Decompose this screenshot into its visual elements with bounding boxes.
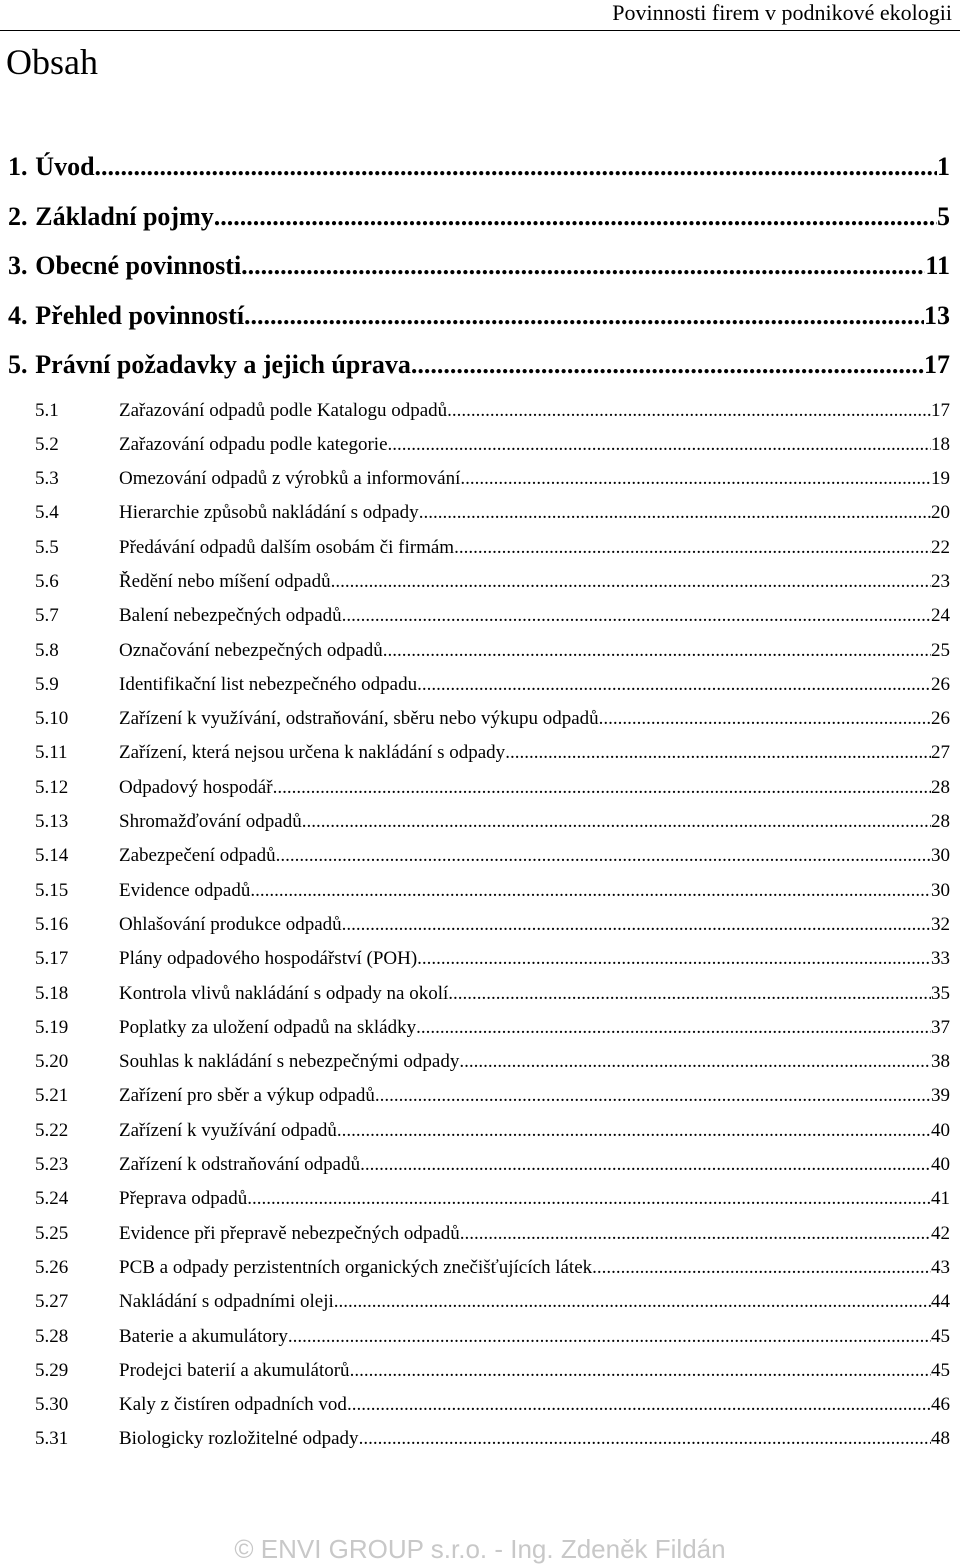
dot-leader <box>454 537 931 559</box>
toc-entry-number: 1. <box>8 152 28 181</box>
toc-entry-section[interactable] <box>8 914 950 948</box>
toc-entry-section[interactable] <box>8 537 950 571</box>
toc-entry-number: 5.20 <box>35 1051 69 1073</box>
toc-entry-number: 5.29 <box>35 1359 69 1381</box>
dot-leader <box>273 777 931 799</box>
toc-entry-section[interactable] <box>8 434 950 468</box>
toc-entry-section[interactable] <box>8 640 950 674</box>
dot-leader <box>331 571 931 593</box>
toc-entry-page: 33 <box>931 948 950 970</box>
toc-entry-number: 5.15 <box>35 879 69 901</box>
toc-entry-title: Balení nebezpečných odpadů <box>119 605 342 627</box>
toc-entry-number: 3. <box>8 251 28 280</box>
dot-leader <box>417 674 931 696</box>
toc-entry-number: 5.8 <box>35 639 59 661</box>
toc-entry-title: Právní požadavky a jejich úprava <box>35 350 411 379</box>
footer-copyright: © ENVI GROUP s.r.o. - Ing. Zdeněk Fildán <box>234 1534 726 1564</box>
toc-entry-number: 5.31 <box>35 1428 69 1450</box>
toc-entry-title: Označování nebezpečných odpadů <box>119 639 383 661</box>
toc-entry-title: Odpadový hospodář <box>119 776 273 798</box>
toc-entry-page: 35 <box>931 982 950 1004</box>
dot-leader <box>347 1394 931 1416</box>
toc-entry-section[interactable] <box>8 880 950 914</box>
toc-entry-page: 41 <box>931 1188 950 1210</box>
toc-entry-page: 40 <box>931 1154 950 1176</box>
dot-leader <box>342 605 931 627</box>
toc-entry-number: 5.16 <box>35 913 69 935</box>
toc-entry-title: Zařízení pro sběr a výkup odpadů <box>119 1085 375 1107</box>
toc-entry-title: Přeprava odpadů <box>119 1188 248 1210</box>
toc-entry-number: 5.2 <box>35 433 59 455</box>
toc-entry-number: 5.19 <box>35 1016 69 1038</box>
toc-entry-section[interactable] <box>8 400 950 434</box>
dot-leader <box>599 708 931 730</box>
toc-entry-title: Ohlašování produkce odpadů <box>119 913 342 935</box>
toc-entry-page: 40 <box>931 1119 950 1141</box>
toc-entry-page: 23 <box>931 570 950 592</box>
toc-entry-page: 20 <box>931 502 950 524</box>
toc-entry-number: 5. <box>8 350 28 379</box>
toc-entry-section[interactable] <box>8 1051 950 1085</box>
toc-entry-title: Přehled povinností <box>35 300 245 330</box>
toc-entry-number: 5.6 <box>35 570 59 592</box>
table-of-contents <box>8 152 950 1463</box>
toc-entry-page: 30 <box>931 845 950 867</box>
toc-entry-number: 5.25 <box>35 1222 69 1244</box>
toc-entry-page: 42 <box>931 1222 950 1244</box>
dot-leader <box>337 1120 931 1142</box>
dot-leader <box>244 301 924 331</box>
toc-entry-number: 5.17 <box>35 948 69 970</box>
toc-entry-title: Nakládání s odpadními oleji <box>119 1291 334 1313</box>
toc-entry-section[interactable] <box>8 1223 950 1257</box>
running-header: Povinnosti firem v podnikové ekologii <box>612 0 952 25</box>
dot-leader <box>592 1257 931 1279</box>
toc-entry-title: Kaly z čistíren odpadních vod <box>119 1394 347 1416</box>
toc-entry-number: 5.22 <box>35 1119 69 1141</box>
toc-entry-page: 28 <box>931 811 950 833</box>
toc-entry-section[interactable] <box>8 571 950 605</box>
dot-leader <box>359 1428 931 1450</box>
toc-entry-page: 37 <box>931 1016 950 1038</box>
dot-leader <box>460 1223 931 1245</box>
toc-entry-page: 26 <box>931 673 950 695</box>
toc-entry-title: Zařazování odpadů podle Katalogu odpadů <box>119 399 448 421</box>
toc-entry-number: 5.10 <box>35 708 69 730</box>
toc-entry-title: Zařízení k využívání odpadů <box>119 1119 337 1141</box>
header-rule <box>0 30 960 31</box>
toc-entry-page: 11 <box>925 251 950 280</box>
toc-entry-page: 25 <box>931 639 950 661</box>
dot-leader <box>416 1017 931 1039</box>
toc-entry-section[interactable] <box>8 983 950 1017</box>
dot-leader <box>214 202 937 232</box>
toc-entry-title: Zařízení, která nejsou určena k nakládání s odpady <box>119 742 506 764</box>
toc-entry-section[interactable] <box>8 1017 950 1051</box>
toc-entry-page: 46 <box>931 1394 950 1416</box>
dot-leader <box>411 350 924 380</box>
toc-entry-page: 5 <box>937 201 950 231</box>
toc-entry-title: Obecné povinnosti <box>35 251 242 280</box>
dot-leader <box>350 1360 931 1382</box>
toc-entry-title: Evidence odpadů <box>119 879 251 901</box>
toc-entry-number: 5.4 <box>35 502 59 524</box>
dot-leader <box>459 1051 931 1073</box>
toc-entry-title: Souhlas k nakládání s nebezpečnými odpady <box>119 1051 460 1073</box>
toc-entry-number: 5.11 <box>35 742 68 764</box>
toc-entry-section[interactable] <box>8 1326 950 1360</box>
toc-entry-chapter[interactable] <box>8 152 950 202</box>
toc-entry-section[interactable] <box>8 1428 950 1462</box>
toc-entry-page: 24 <box>931 605 950 627</box>
dot-leader <box>95 152 937 182</box>
toc-entry-number: 5.1 <box>35 399 59 421</box>
toc-entry-number: 5.27 <box>35 1291 69 1313</box>
toc-entry-section[interactable] <box>8 777 950 811</box>
toc-entry-title: Zařízení k odstraňování odpadů <box>119 1154 361 1176</box>
toc-entry-page: 39 <box>931 1085 950 1107</box>
toc-entry-chapter[interactable] <box>8 251 950 301</box>
toc-entry-number: 4. <box>8 300 28 330</box>
toc-entry-title: Prodejci baterií a akumulátorů <box>119 1359 350 1381</box>
toc-entry-page: 48 <box>931 1428 950 1450</box>
toc-entry-title: Identifikační list nebezpečného odpadu <box>119 673 418 695</box>
toc-entry-number: 2. <box>8 201 28 231</box>
toc-entry-title: Biologicky rozložitelné odpady <box>119 1428 359 1450</box>
toc-entry-page: 43 <box>931 1256 950 1278</box>
toc-title: Obsah <box>6 42 98 82</box>
toc-entry-title: Evidence při přepravě nebezpečných odpadů <box>119 1222 460 1244</box>
toc-entry-number: 5.5 <box>35 536 59 558</box>
toc-entry-chapter[interactable] <box>8 202 950 252</box>
toc-entry-section[interactable] <box>8 1257 950 1291</box>
toc-entry-chapter[interactable] <box>8 301 950 351</box>
toc-entry-title: Zařazování odpadu podle kategorie <box>119 433 388 455</box>
toc-entry-title: Zařízení k využívání, odstraňování, sběru nebo výkupu odpadů <box>119 708 599 730</box>
dot-leader <box>448 983 931 1005</box>
toc-entry-section[interactable] <box>8 742 950 776</box>
toc-entry-page: 45 <box>931 1359 950 1381</box>
toc-entry-section[interactable] <box>8 468 950 502</box>
dot-leader <box>342 914 931 936</box>
dot-leader <box>302 811 931 833</box>
toc-entry-number: 5.9 <box>35 673 59 695</box>
toc-entry-page: 28 <box>931 776 950 798</box>
toc-entry-section[interactable] <box>8 502 950 536</box>
toc-entry-page: 13 <box>924 300 950 330</box>
toc-entry-title: Shromažďování odpadů <box>119 811 302 833</box>
toc-entry-title: Plány odpadového hospodářství (POH) <box>119 948 418 970</box>
toc-entry-page: 38 <box>931 1051 950 1073</box>
toc-entry-number: 5.24 <box>35 1188 69 1210</box>
toc-entry-title: PCB a odpady perzistentních organických znečišťujících látek <box>119 1256 593 1278</box>
toc-entry-number: 5.26 <box>35 1256 69 1278</box>
toc-entry-number: 5.28 <box>35 1325 69 1347</box>
toc-entry-title: Baterie a akumulátory <box>119 1325 288 1347</box>
toc-entry-section[interactable] <box>8 845 950 879</box>
toc-entry-title: Poplatky za uložení odpadů na skládky <box>119 1016 417 1038</box>
toc-entry-page: 22 <box>931 536 950 558</box>
dot-leader <box>447 400 931 422</box>
toc-entry-title: Kontrola vlivů nakládání s odpady na okolí <box>119 982 449 1004</box>
dot-leader <box>360 1154 931 1176</box>
toc-entry-number: 5.23 <box>35 1154 69 1176</box>
toc-entry-number: 5.21 <box>35 1085 69 1107</box>
toc-entry-title: Zabezpečení odpadů <box>119 845 276 867</box>
toc-entry-number: 5.14 <box>35 845 69 867</box>
toc-entry-page: 17 <box>924 350 950 379</box>
dot-leader <box>334 1291 931 1313</box>
toc-entry-title: Hierarchie způsobů nakládání s odpady <box>119 502 419 524</box>
toc-entry-title: Omezování odpadů z výrobků a informování <box>119 468 461 490</box>
dot-leader <box>375 1085 931 1107</box>
toc-entry-section[interactable] <box>8 1360 950 1394</box>
toc-entry-number: 5.3 <box>35 468 59 490</box>
toc-entry-title: Předávání odpadů dalším osobám či firmám <box>119 536 455 558</box>
toc-entry-page: 27 <box>931 742 950 764</box>
dot-leader <box>247 1188 931 1210</box>
toc-entry-number: 5.30 <box>35 1394 69 1416</box>
toc-entry-section[interactable] <box>8 1394 950 1428</box>
dot-leader <box>388 434 931 456</box>
toc-entry-title: Základní pojmy <box>35 201 214 231</box>
toc-entry-section[interactable] <box>8 948 950 982</box>
toc-entry-page: 45 <box>931 1325 950 1347</box>
toc-entry-page: 1 <box>937 152 950 181</box>
dot-leader <box>250 880 931 902</box>
toc-entry-page: 44 <box>931 1291 950 1313</box>
toc-entry-section[interactable] <box>8 1085 950 1119</box>
dot-leader <box>505 742 931 764</box>
toc-entry-section[interactable] <box>8 708 950 742</box>
toc-entry-section[interactable] <box>8 1154 950 1188</box>
dot-leader <box>460 468 931 490</box>
toc-entry-section[interactable] <box>8 605 950 639</box>
dot-leader <box>419 502 931 524</box>
toc-entry-page: 17 <box>931 399 950 421</box>
toc-entry-title: Úvod <box>35 152 95 181</box>
toc-entry-section[interactable] <box>8 811 950 845</box>
toc-entry-number: 5.12 <box>35 776 69 798</box>
toc-entry-section[interactable] <box>8 1291 950 1325</box>
dot-leader <box>276 845 931 867</box>
toc-entry-page: 30 <box>931 879 950 901</box>
toc-entry-section[interactable] <box>8 1188 950 1222</box>
toc-entry-section[interactable] <box>8 1120 950 1154</box>
toc-entry-number: 5.13 <box>35 811 69 833</box>
toc-entry-chapter[interactable] <box>8 350 950 400</box>
toc-entry-section[interactable] <box>8 674 950 708</box>
toc-entry-page: 32 <box>931 913 950 935</box>
toc-entry-page: 19 <box>931 468 950 490</box>
toc-entry-title: Ředění nebo míšení odpadů <box>119 570 331 592</box>
dot-leader <box>288 1326 931 1348</box>
toc-entry-number: 5.7 <box>35 605 59 627</box>
dot-leader <box>241 251 925 281</box>
toc-entry-page: 18 <box>931 433 950 455</box>
toc-entry-number: 5.18 <box>35 982 69 1004</box>
dot-leader <box>383 640 931 662</box>
dot-leader <box>417 948 931 970</box>
toc-entry-page: 26 <box>931 708 950 730</box>
